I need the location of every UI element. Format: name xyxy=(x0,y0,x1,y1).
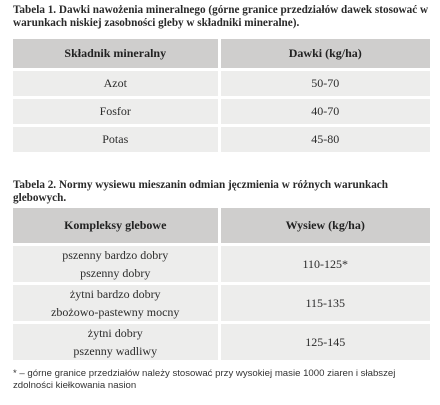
fertilization-table xyxy=(13,39,430,152)
column-header-sowing-rate: Wysiew (kg/ha) xyxy=(219,208,430,245)
table-row xyxy=(13,126,430,153)
sowing-rate-cell: 125-145 xyxy=(219,323,430,361)
column-header-soil-complex: Kompleksy glebowe xyxy=(13,208,219,245)
soil-complex-line: pszenny bardzo dobry xyxy=(62,248,169,262)
table-row xyxy=(13,323,430,361)
soil-complex-cell xyxy=(13,323,219,361)
component-cell: Potas xyxy=(13,126,219,153)
footnote: * – górne granice przedziałów należy stosować przy wysokiej masie 1000 ziaren i słabszej zdolności kiełkowania nasion xyxy=(13,368,396,391)
dose-cell: 45-80 xyxy=(219,126,430,153)
soil-complex-line: pszenny wadliwy xyxy=(73,344,158,358)
column-header-component: Składnik mineralny xyxy=(13,39,219,70)
table-row xyxy=(13,70,430,98)
table2-caption: Tabela 2. Normy wysiewu mieszanin odmian jęczmienia w różnych warunkach glebowych. xyxy=(13,179,388,204)
table1-caption: Tabela 1. Dawki nawożenia mineralnego (górne granice przedziałów dawek stosować w warunkach niskiej zasobności gleby w składniki mineralne). xyxy=(13,4,429,29)
component-cell: Azot xyxy=(13,70,219,98)
table-header-row xyxy=(13,39,430,70)
soil-complex-line: żytni bardzo dobry xyxy=(69,287,161,301)
dose-cell: 50-70 xyxy=(219,70,430,98)
soil-complex-line: zbożowo-pastewny mocny xyxy=(51,305,180,319)
soil-complex-cell xyxy=(13,284,219,323)
soil-complex-line: żytni dobry xyxy=(87,326,143,340)
sowing-rate-cell: 115-135 xyxy=(219,284,430,323)
soil-complex-cell xyxy=(13,245,219,284)
column-header-dose: Dawki (kg/ha) xyxy=(219,39,430,70)
table-row xyxy=(13,284,430,323)
table-row xyxy=(13,245,430,284)
dose-cell: 40-70 xyxy=(219,98,430,126)
table-row xyxy=(13,98,430,126)
component-cell: Fosfor xyxy=(13,98,219,126)
sowing-norms-table xyxy=(13,208,430,360)
soil-complex-line: pszenny dobry xyxy=(80,266,151,280)
sowing-rate-cell: 110-125* xyxy=(219,245,430,284)
table-header-row xyxy=(13,208,430,245)
